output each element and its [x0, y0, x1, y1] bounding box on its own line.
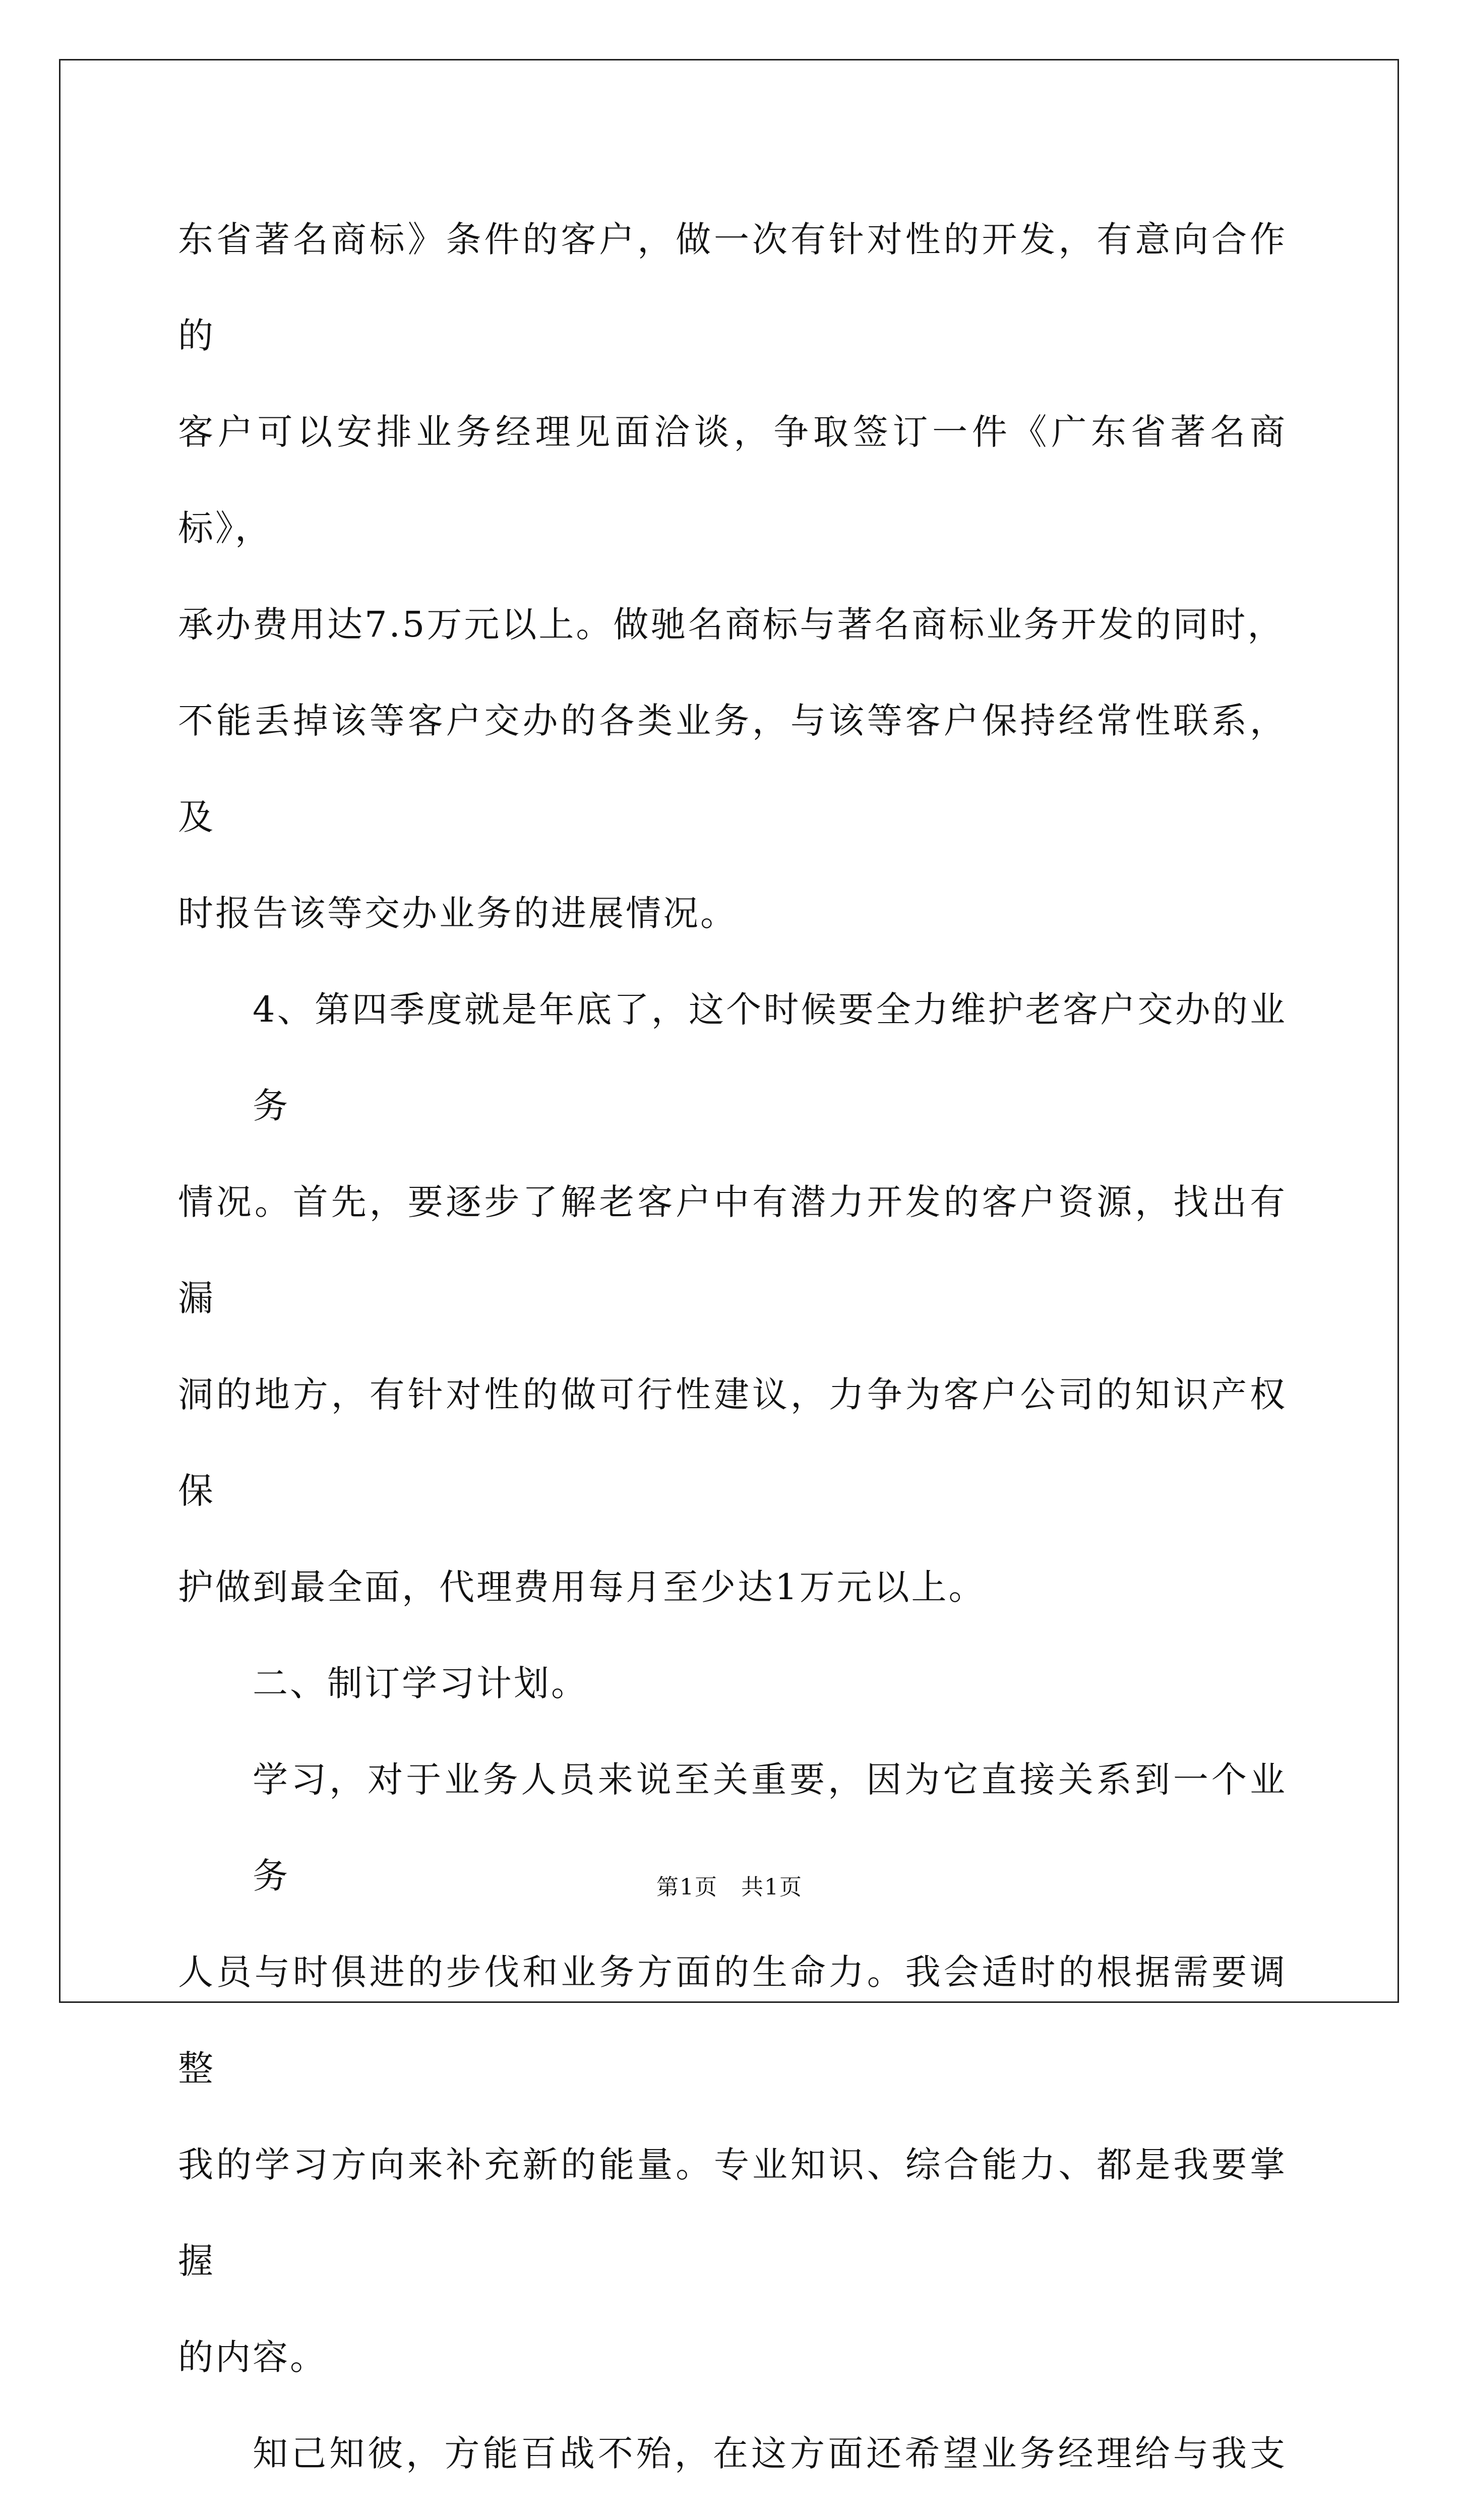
text-line: 东省著名商标》条件的客户，做一次有针对性的开发，有意向合作的: [178, 219, 1287, 356]
text-line: 客户可以安排业务经理见面洽谈，争取签订一件《广东省著名商标》，: [178, 411, 1287, 549]
document-body: [178, 192, 1287, 2520]
text-line: 护做到最全面，代理费用每月至少达1万元以上。: [178, 1566, 986, 1608]
paragraph-5: [178, 2406, 1287, 2520]
text-line: 时报告该等交办业务的进展情况。: [178, 893, 738, 934]
section-heading-2: [178, 1635, 1287, 1732]
text-line: 知己知彼，方能百战不殆，在这方面还希望业务经理给与我支: [253, 2433, 1287, 2474]
paragraph-2: [178, 962, 1287, 1635]
text-line: 情况。首先，要逐步了解老客户中有潜力开发的客户资源，找出有漏: [178, 1181, 1287, 1319]
text-line: 不能丢掉该等客户交办的各类业务，与该等客户保持经常性联系，及: [178, 700, 1287, 838]
page-number-footer: 第1页 共1页: [656, 1874, 803, 1900]
paragraph-1: [178, 192, 1287, 962]
text-line: 二、制订学习计划。: [253, 1663, 588, 1704]
text-line: 学习，对于业务人员来说至关重要，因为它直接关系到一个业务: [253, 1759, 1287, 1897]
text-line: 人员与时俱进的步伐和业务方面的生命力。我会适时的根据需要调整: [178, 1951, 1287, 2089]
text-line: 我的学习方向来补充新的能量。专业知识、综合能力、都是我要掌握: [178, 2144, 1287, 2282]
text-line: 洞的地方，有针对性的做可行性建议，力争为客户公司的知识产权保: [178, 1374, 1287, 1511]
paragraph-4: [178, 1732, 1287, 2406]
text-line: 承办费用达7.5万元以上。做驰名商标与著名商标业务开发的同时，: [178, 604, 1285, 645]
text-line: 4、第四季度就是年底了，这个时候要全力维护老客户交办的业务: [253, 989, 1287, 1126]
text-line: 的内容。: [178, 2337, 327, 2378]
